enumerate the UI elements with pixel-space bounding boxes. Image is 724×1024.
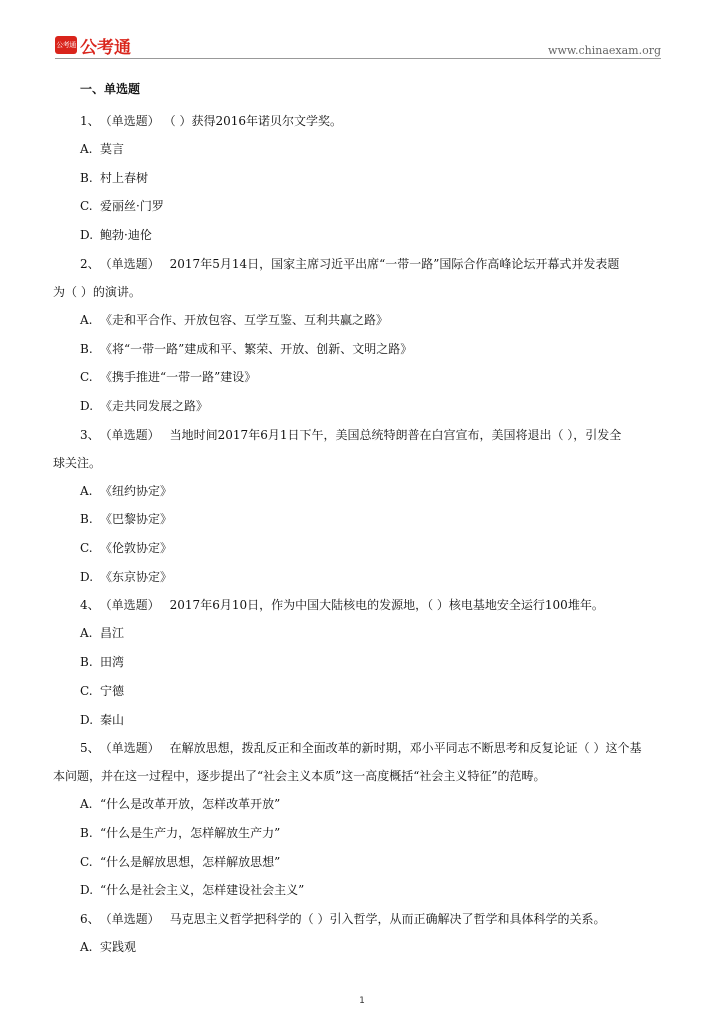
question-text: 当地时间2017年6月1日下午，美国总统特朗普在白宫宣布，美国将退出（ ），引发全 [169, 427, 622, 442]
question-text: 马克思主义哲学把科学的（ ）引入哲学，从而正确解决了哲学和具体科学的关系。 [169, 912, 606, 927]
logo-badge: 公考通 [55, 36, 77, 54]
answer-option [80, 392, 660, 421]
option-text: “什么是解放思想，怎样解放思想” [100, 854, 281, 869]
answer-option [80, 563, 660, 592]
question-stem [80, 250, 660, 278]
option-text: 爱丽丝·门罗 [100, 199, 164, 214]
option-text: 《将“一带一路”建成和平、繁荣、开放、创新、文明之路》 [100, 341, 413, 356]
question-block [53, 734, 660, 905]
header-divider [55, 58, 661, 59]
option-letter: D. [80, 228, 94, 243]
answer-option [80, 135, 660, 164]
option-letter: A. [80, 797, 93, 812]
option-letter: C. [80, 199, 93, 214]
option-letter: B. [80, 825, 93, 840]
option-letter: A. [80, 940, 93, 955]
question-type-tag: （单选题） [105, 256, 160, 271]
option-text: 《纽约协定》 [100, 483, 173, 498]
page-header [0, 0, 724, 62]
option-text: 《走和平合作、开放包容、互学互鉴、互利共赢之路》 [100, 312, 389, 327]
answer-option [80, 306, 660, 335]
question-type-tag: （单选题） [105, 114, 160, 128]
option-letter: D. [80, 569, 94, 584]
answer-option [80, 192, 660, 221]
page-number: 1 [359, 996, 365, 1006]
answer-option [80, 790, 660, 819]
question-block [80, 591, 660, 734]
option-letter: C. [80, 683, 93, 698]
question-number: 6、 [80, 912, 100, 927]
question-text-continuation: 球关注。 [53, 455, 102, 470]
question-type-tag: （单选题） [105, 741, 160, 756]
answer-option [80, 706, 660, 735]
option-letter: D. [80, 712, 94, 727]
option-letter: C. [80, 541, 93, 556]
option-letter: A. [80, 312, 93, 327]
answer-option [80, 363, 660, 392]
option-letter: D. [80, 398, 94, 413]
answer-option [80, 221, 660, 250]
document-body [53, 79, 660, 962]
option-letter: B. [80, 655, 93, 670]
question-text: 2017年6月10日，作为中国大陆核电的发源地，（ ）核电基地安全运行100堆年。 [169, 598, 604, 613]
option-text: 田湾 [100, 655, 125, 670]
option-text: 鲍勃·迪伦 [100, 228, 152, 243]
option-letter: B. [80, 341, 93, 356]
question-text-continuation: 本问题，并在这一过程中，逐步提出了“社会主义本质”这一高度概括“社会主义特征”的范畴。 [53, 769, 546, 784]
answer-option [80, 933, 660, 962]
option-text: 昌江 [100, 626, 125, 641]
question-number: 3、 [80, 427, 100, 442]
question-stem [80, 107, 660, 135]
question-type-tag: （单选题） [105, 427, 160, 442]
answer-option [80, 335, 660, 364]
question-number: 1、 [80, 114, 100, 128]
question-block [80, 905, 660, 962]
option-text: 实践观 [100, 940, 137, 955]
question-block [53, 421, 660, 592]
question-stem [80, 734, 660, 762]
question-text-continuation: 为（ ）的演讲。 [53, 284, 141, 299]
option-text: 村上春树 [100, 170, 149, 185]
question-block [80, 107, 660, 250]
option-letter: B. [80, 170, 93, 185]
option-letter: A. [80, 483, 93, 498]
option-text: 莫言 [100, 142, 125, 156]
option-letter: A. [80, 142, 93, 156]
question-stem [80, 421, 660, 449]
question-type-tag: （单选题） [105, 912, 160, 927]
question-list [53, 107, 660, 962]
answer-option [80, 505, 660, 534]
option-letter: C. [80, 370, 93, 385]
answer-option [80, 848, 660, 877]
answer-option [80, 164, 660, 193]
option-letter: B. [80, 512, 93, 527]
answer-option [80, 648, 660, 677]
option-text: “什么是生产力，怎样解放生产力” [100, 825, 281, 840]
answer-option [80, 477, 660, 506]
question-number: 2、 [80, 256, 100, 271]
option-text: 《携手推进“一带一路”建设》 [100, 370, 257, 385]
option-letter: A. [80, 626, 93, 641]
option-text: “什么是社会主义，怎样建设社会主义” [100, 883, 305, 898]
question-text: 2017年5月14日，国家主席习近平出席“一带一路”国际合作高峰论坛开幕式并发表题 [169, 256, 620, 271]
section-title: 一、单选题 [80, 82, 141, 96]
option-text: “什么是改革开放，怎样改革开放” [100, 797, 281, 812]
question-number: 5、 [80, 741, 100, 756]
question-number: 4、 [80, 598, 100, 613]
option-text: 《巴黎协定》 [100, 512, 173, 527]
question-type-tag: （单选题） [105, 598, 160, 613]
logo-text: 公考通 [80, 38, 131, 58]
answer-option [80, 876, 660, 905]
option-text: 《走共同发展之路》 [100, 398, 209, 413]
option-text: 宁德 [100, 683, 125, 698]
question-text: （ ）获得2016年诺贝尔文学奖。 [169, 114, 343, 128]
option-letter: D. [80, 883, 94, 898]
question-text: 在解放思想，拨乱反正和全面改革的新时期，邓小平同志不断思考和反复论证（ ）这个基 [169, 741, 642, 756]
answer-option [80, 819, 660, 848]
option-text: 《东京协定》 [100, 569, 173, 584]
option-text: 《伦敦协定》 [100, 541, 173, 556]
answer-option [80, 534, 660, 563]
answer-option [80, 619, 660, 648]
answer-option [80, 677, 660, 706]
question-stem [80, 591, 660, 619]
option-text: 秦山 [100, 712, 125, 727]
site-url[interactable]: www.chinaexam.org [548, 44, 661, 57]
question-block [53, 250, 660, 421]
question-stem [80, 905, 660, 933]
option-letter: C. [80, 854, 93, 869]
